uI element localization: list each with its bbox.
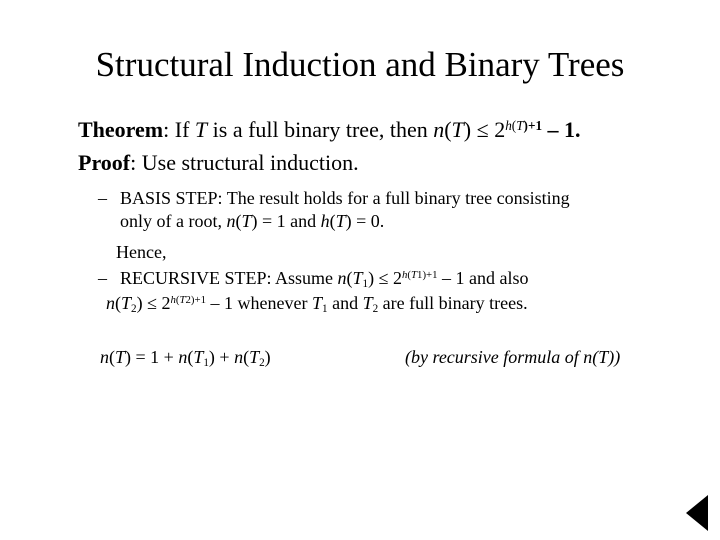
rec-minus-one-1: – 1 [437, 268, 465, 288]
rec-exp-t1: T [411, 269, 418, 282]
basis-text-2c: ) = 0. [345, 211, 385, 231]
eq-var-n2: n [234, 347, 244, 367]
rec-exp-sub-2: 2 [185, 294, 191, 307]
rec-var-t2b: T [362, 293, 373, 313]
rec-sub-1: 1 [362, 277, 369, 290]
basis-text-2b: ) = 1 and [251, 211, 321, 231]
basis-text-1: BASIS STEP: The result holds for a full binary tree consisting [120, 188, 570, 208]
basis-text-2a: only of a root, [120, 211, 227, 231]
equation-line [100, 345, 271, 369]
recursive-lead: RECURSIVE STEP: Assume [120, 268, 338, 288]
equation-note: (by recursive formula of n(T)) [405, 347, 621, 367]
theorem-sep: : [163, 117, 175, 142]
rec-var-n1: n [337, 268, 347, 288]
theorem-lparen: ( [444, 117, 452, 142]
eq-var-n1: n [178, 347, 188, 367]
slide-title: Structural Induction and Binary Trees [95, 45, 625, 84]
basis-var-t: T [241, 211, 252, 231]
theorem-text-2: is a full binary tree, then [207, 117, 434, 142]
basis-var-t2: T [335, 211, 346, 231]
rec-exponent-1 [402, 269, 438, 281]
rec-exp-t2: T [179, 294, 186, 307]
basis-var-n: n [226, 211, 236, 231]
theorem-exponent [505, 118, 542, 133]
rec-exp-h2: h [170, 294, 176, 307]
recursive-line-2 [106, 291, 528, 315]
rec-open-1: ( [346, 268, 353, 288]
eq-var-n: n [100, 347, 109, 367]
basis-dash: – [98, 188, 107, 208]
rec-sub-2b: 2 [372, 302, 379, 315]
eq-var-t: T [115, 347, 126, 367]
theorem-var-t2: T [451, 117, 464, 142]
eq-var-t2: T [249, 347, 260, 367]
hence-line: Hence, [116, 242, 167, 262]
proof-line [78, 149, 359, 177]
rec-close-1: ) [368, 268, 375, 288]
rec-exp-sub-1: 1 [417, 269, 423, 282]
rec-var-t1b: T [311, 293, 322, 313]
eq-end: ) [264, 347, 271, 367]
theorem-var-t: T [194, 117, 208, 142]
recursive-dash: – [98, 268, 107, 288]
theorem-text-1: If [174, 117, 195, 142]
triangle-left-icon[interactable] [686, 495, 708, 531]
nav-triangle-shape [686, 495, 708, 531]
theorem-label: Theorem [78, 117, 164, 142]
rec-var-t1: T [352, 268, 363, 288]
rec-leq-two-2: ≤ 2 [142, 293, 171, 313]
theorem-var-n: n [433, 117, 445, 142]
theorem-exp-h: h [505, 117, 512, 133]
theorem-line [78, 116, 581, 144]
rec-var-t2: T [121, 293, 132, 313]
theorem-tail: – 1. [542, 117, 581, 142]
rec-sub-2: 2 [131, 302, 137, 315]
eq-open-2: ( [187, 347, 194, 367]
eq-sub-1: 1 [203, 356, 209, 369]
rec-minus-one-2: – 1 [206, 293, 234, 313]
rec-sub-1b: 1 [322, 302, 328, 315]
theorem-leq-two: ≤ 2 [471, 117, 506, 142]
rec-are-full: are full binary trees. [378, 293, 528, 313]
rec-exp-open-2: ( [175, 294, 180, 307]
eq-sub-2: 2 [259, 356, 265, 369]
rec-exp-close-2: )+1 [190, 294, 207, 307]
theorem-exp-rest: )+1 [523, 117, 543, 133]
rec-var-n2: n [106, 293, 115, 313]
rec-open-2: ( [115, 293, 121, 313]
rec-and-also: and also [464, 268, 529, 288]
eq-lhs-close: ) = 1 + [125, 347, 179, 367]
proof-label: Proof [78, 150, 131, 175]
proof-text: : Use structural induction. [130, 150, 359, 175]
rec-close-2: ) [136, 293, 143, 313]
basis-line-2: only of a root, n(T) = 1 and h(T) = 0. [120, 211, 385, 231]
eq-open-3: ( [243, 347, 250, 367]
rec-exp-close-1: )+1 [422, 269, 438, 282]
nav-triangle-svg [686, 495, 708, 531]
theorem-rparen: ) [463, 117, 472, 142]
rec-exponent-2 [170, 294, 206, 306]
eq-var-t1: T [193, 347, 204, 367]
recursive-line-1 [98, 266, 529, 290]
rec-and: and [327, 293, 363, 313]
theorem-exp-t: T [516, 117, 524, 133]
basis-line-1 [98, 186, 570, 210]
eq-plus: ) + [208, 347, 235, 367]
rec-exp-open-1: ( [407, 269, 412, 282]
eq-open-1: ( [109, 347, 115, 367]
rec-exp-h1: h [402, 269, 408, 282]
rec-leq-two-1: ≤ 2 [374, 268, 403, 288]
rec-whenever: whenever [233, 293, 312, 313]
basis-var-h: h [320, 211, 330, 231]
theorem-exp-lparen: ( [511, 117, 517, 133]
